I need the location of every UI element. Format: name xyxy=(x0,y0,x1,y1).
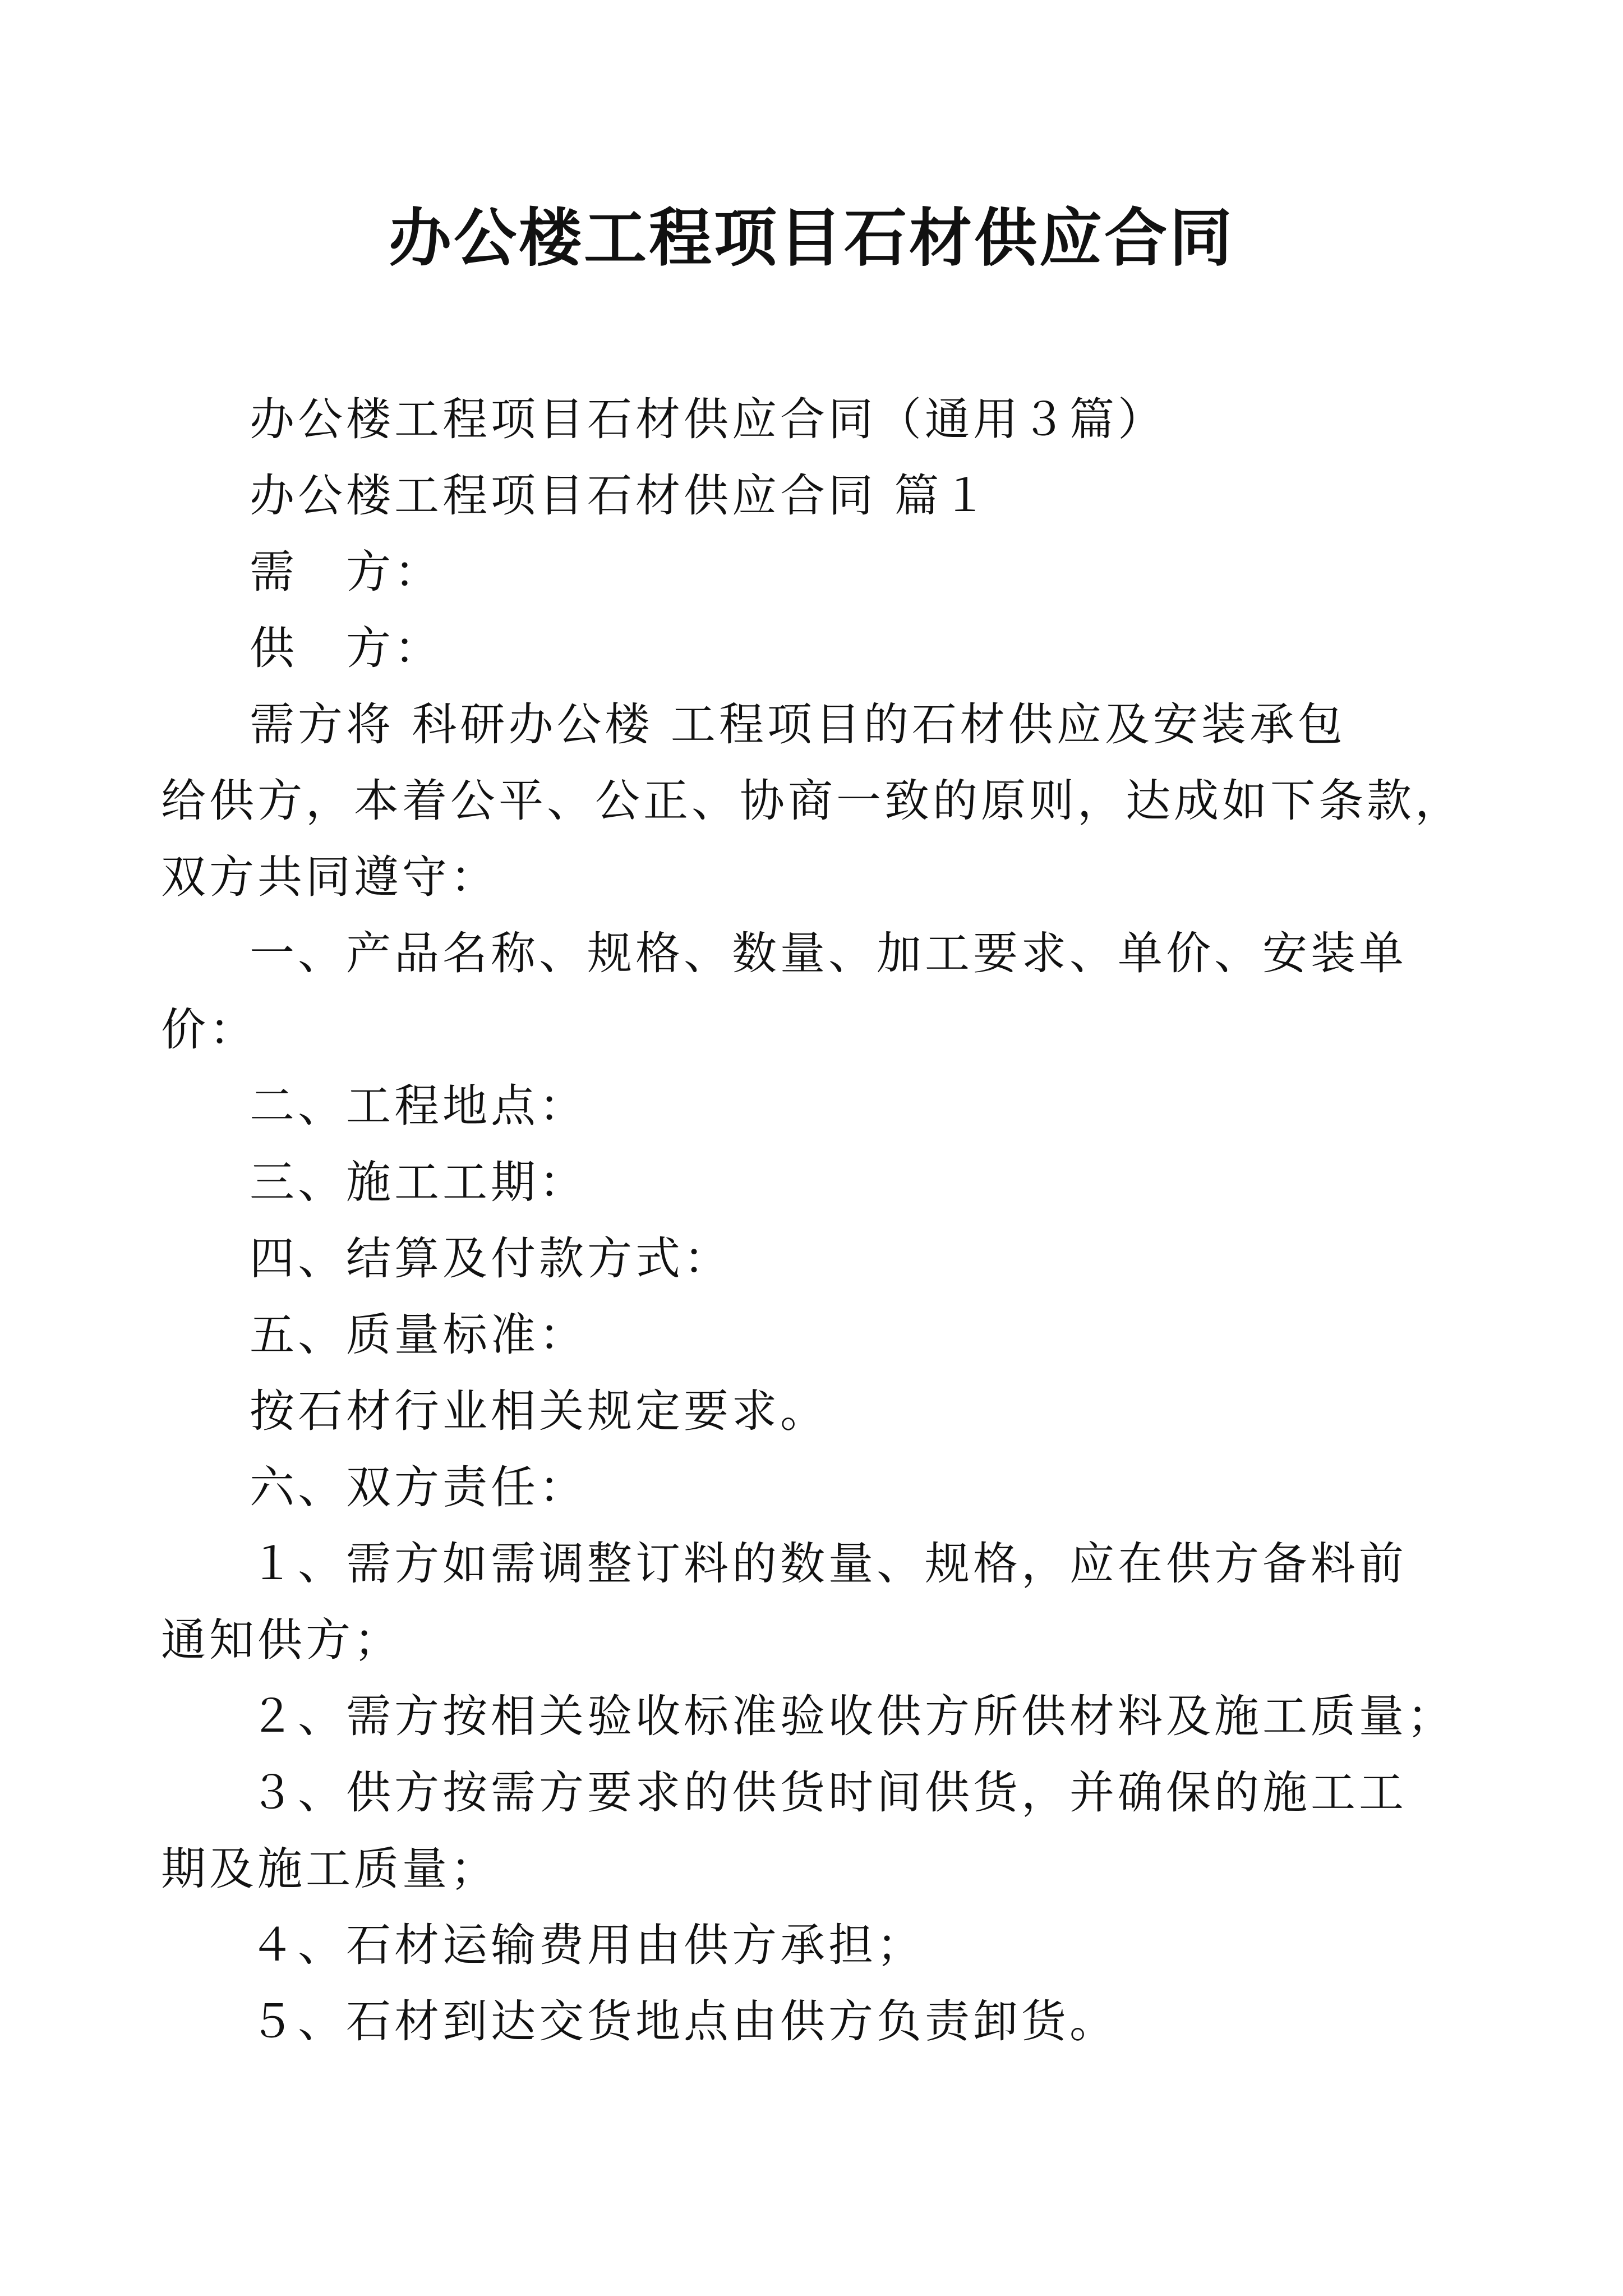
paragraph: 办公楼工程项目石材供应合同 篇１ xyxy=(250,470,991,522)
paragraph: 双方共同遵守： xyxy=(161,851,499,903)
paragraph: 按石材行业相关规定要求。 xyxy=(250,1385,828,1437)
paragraph: 一、产品名称、规格、数量、加工要求、单价、安装单 xyxy=(250,927,1407,979)
paragraph: 办公楼工程项目石材供应合同（通用３篇） xyxy=(250,393,1166,445)
paragraph: 通知供方； xyxy=(161,1614,402,1666)
paragraph: ３、供方按需方要求的供货时间供货，并确保的施工工 xyxy=(250,1766,1407,1819)
document-body xyxy=(161,381,1463,2060)
paragraph: 给供方，本着公平、公正、协商一致的原则，达成如下条款， xyxy=(161,775,1463,827)
paragraph: 四、结算及付款方式： xyxy=(250,1232,732,1285)
paragraph: 需方将 科研办公楼 工程项目的石材供应及安装承包 xyxy=(250,698,1346,751)
paragraph: ４、石材运输费用由供方承担； xyxy=(250,1919,925,1971)
paragraph: 期及施工质量； xyxy=(161,1843,499,1895)
paragraph: 五、质量标准： xyxy=(250,1309,587,1361)
paragraph: ２、需方按相关验收标准验收供方所供材料及施工质量； xyxy=(250,1690,1455,1742)
paragraph: ５、石材到达交货地点由供方负责卸货。 xyxy=(250,1995,1118,2047)
paragraph: 供 方： xyxy=(250,622,442,674)
paragraph: 三、施工工期： xyxy=(250,1156,587,1208)
paragraph: １、需方如需调整订料的数量、规格，应在供方备料前 xyxy=(250,1538,1407,1590)
paragraph: 二、工程地点： xyxy=(250,1080,587,1132)
document-title: 办公楼工程项目石材供应合同 xyxy=(389,201,1234,275)
paragraph: 需 方： xyxy=(250,546,442,598)
paragraph: 六、双方责任： xyxy=(250,1461,587,1513)
paragraph: 价： xyxy=(161,1004,257,1056)
